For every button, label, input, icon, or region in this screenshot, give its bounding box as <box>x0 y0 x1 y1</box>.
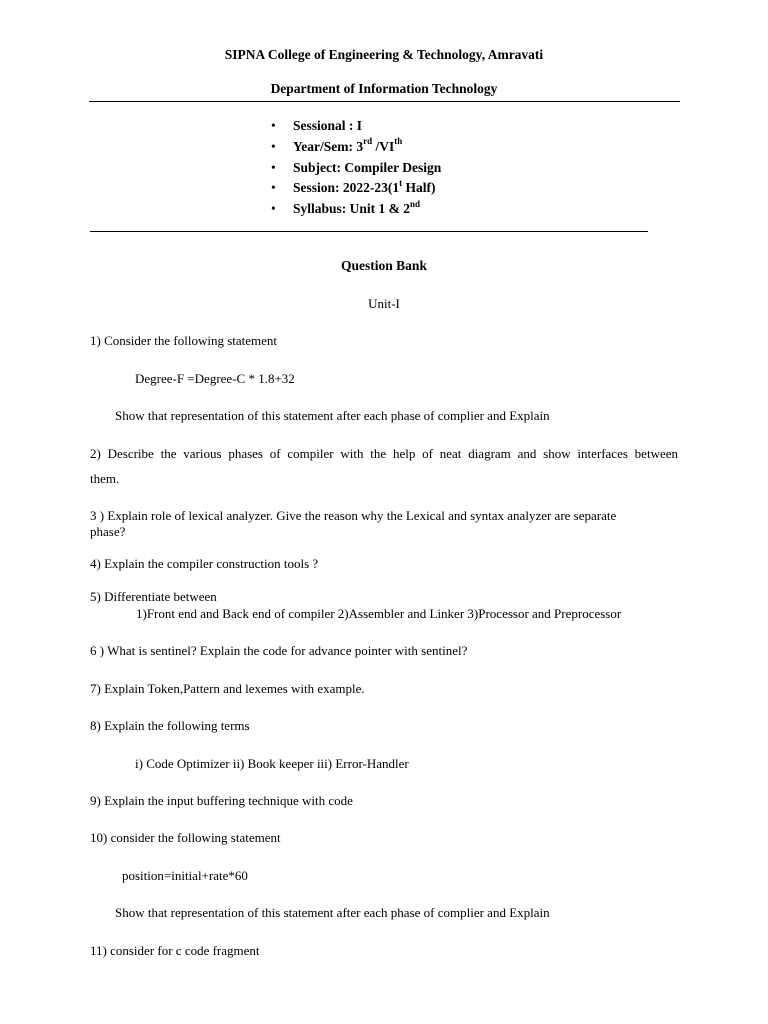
question-5-items: 1)Front end and Back end of compiler 2)Assembler and Linker 3)Processor and Preprocessor <box>136 606 622 621</box>
question-5: 5) Differentiate between <box>90 589 217 604</box>
bullet-icon: • <box>271 201 276 217</box>
info-item-year-sem: • Year/Sem: 3rd /VIth <box>271 137 441 158</box>
header-divider <box>89 101 680 102</box>
info-item-sessional: • Sessional : I <box>271 116 441 137</box>
question-3-line-1: 3 ) Explain role of lexical analyzer. Give the reason why the Lexical and syntax analyzer are separate <box>90 508 617 523</box>
question-7: 7) Explain Token,Pattern and lexemes with example. <box>90 681 365 696</box>
bullet-icon: • <box>271 159 276 175</box>
question-2-line-1: 2) Describe the various phases of compiler with the help of neat diagram and show interfaces between <box>90 446 678 461</box>
question-3-line-2: phase? <box>90 524 126 539</box>
department-name: Department of Information Technology <box>270 81 498 96</box>
college-name: SIPNA College of Engineering & Technology, Amravati <box>224 47 544 62</box>
info-item-syllabus: • Syllabus: Unit 1 & 2nd <box>271 199 441 220</box>
question-10-expression: position=initial+rate*60 <box>122 868 248 883</box>
question-8: 8) Explain the following terms <box>90 718 250 733</box>
info-list <box>271 116 441 220</box>
question-10-task: Show that representation of this statement after each phase of complier and Explain <box>115 905 550 920</box>
question-2-line-2: them. <box>90 471 120 486</box>
question-11: 11) consider for c code fragment <box>90 943 260 958</box>
unit-heading: Unit-I <box>368 296 400 311</box>
bullet-icon: • <box>271 118 276 133</box>
section-divider <box>90 231 648 232</box>
info-item-subject: • Subject: Compiler Design <box>271 158 441 179</box>
bullet-icon: • <box>271 180 276 196</box>
bullet-icon: • <box>271 138 276 154</box>
page-title: Question Bank <box>341 258 427 273</box>
question-1-task: Show that representation of this statement after each phase of complier and Explain <box>115 408 550 423</box>
question-1: 1) Consider the following statement <box>90 333 278 348</box>
question-9: 9) Explain the input buffering technique with code <box>90 793 353 808</box>
question-10: 10) consider the following statement <box>90 830 281 845</box>
question-1-expression: Degree-F =Degree-C * 1.8+32 <box>135 371 295 386</box>
info-item-session: • Session: 2022-23(1$^t$ Half) <box>271 178 441 199</box>
question-8-items: i) Code Optimizer ii) Book keeper iii) Error-Handler <box>135 756 409 771</box>
question-4: 4) Explain the compiler construction tools ? <box>90 556 319 571</box>
question-6: 6 ) What is sentinel? Explain the code for advance pointer with sentinel? <box>90 643 468 658</box>
